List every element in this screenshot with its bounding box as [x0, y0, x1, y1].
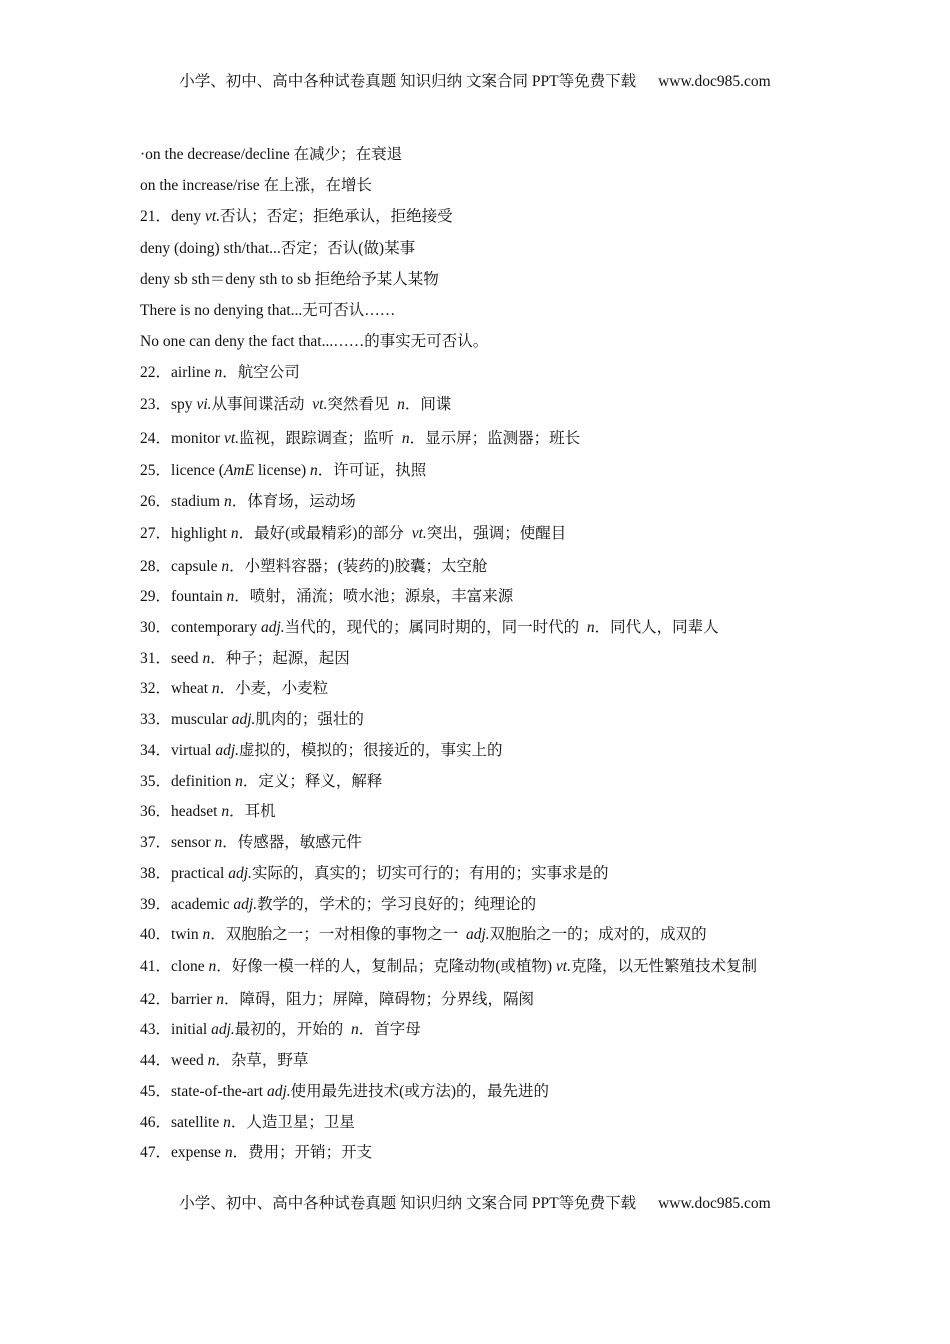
- entry-text: barrier: [171, 991, 217, 1008]
- vocab-line: [140, 1020, 421, 1040]
- entry-text: 最初的，开始的: [234, 1021, 352, 1038]
- entry-text: ．间谍: [404, 396, 452, 413]
- vocab-line: [140, 833, 362, 853]
- entry-text: headset: [171, 803, 222, 820]
- part-of-speech: n: [226, 588, 235, 605]
- footer-text: 小学、初中、高中各种试卷真题 知识归纳 文案合同 PPT等免费下载: [179, 1195, 637, 1212]
- entry-text: ．首字母: [358, 1021, 421, 1038]
- part-of-speech: adj.: [465, 926, 490, 943]
- entry-number: 38．: [140, 865, 172, 882]
- entry-number: 37．: [140, 834, 172, 851]
- part-of-speech: n: [221, 558, 230, 575]
- entry-text: muscular: [171, 711, 232, 728]
- part-of-speech: n: [207, 1052, 216, 1069]
- entry-text: 使用最先进技术(或方法)的，最先进的: [290, 1083, 549, 1100]
- entry-text: airline: [171, 364, 215, 381]
- entry-number: 41．: [140, 958, 172, 975]
- vocab-line: [140, 1113, 355, 1133]
- vocab-line: [140, 145, 402, 165]
- vocab-line: [140, 990, 534, 1010]
- entry-text: 肌肉的；强壮的: [255, 711, 364, 728]
- entry-text: capsule: [171, 558, 222, 575]
- part-of-speech: vt.: [312, 396, 328, 413]
- entry-text: ．小塑料容器；(装药的)胶囊；太空舱: [229, 558, 488, 575]
- part-of-speech: adj.: [260, 619, 285, 636]
- page-footer: [0, 1191, 950, 1213]
- vocab-line: [140, 741, 503, 761]
- entry-text: ．障碍，阻力；屏障，障碍物；分界线，隔阂: [223, 991, 534, 1008]
- part-of-speech: vi.: [196, 396, 212, 413]
- entry-text: ．杂草，野草: [215, 1052, 309, 1069]
- entry-text: definition: [171, 773, 236, 790]
- entry-text: ．小麦，小麦粒: [219, 680, 329, 697]
- entry-text: fountain: [171, 588, 227, 605]
- entry-text: ．喷射，涌流；喷水池；源泉，丰富来源: [234, 588, 514, 605]
- entry-number: 25．: [140, 462, 172, 479]
- entry-number: 29．: [140, 588, 172, 605]
- entry-number: 47．: [140, 1144, 172, 1161]
- vocab-line: [140, 710, 364, 730]
- entry-text: 否认；否定；拒绝承认，拒绝接受: [220, 208, 453, 225]
- part-of-speech: n: [310, 462, 318, 479]
- entry-text: licence (: [171, 462, 224, 479]
- entry-text: deny: [171, 208, 206, 225]
- part-of-speech: n: [397, 396, 405, 413]
- entry-number: 43．: [140, 1021, 172, 1038]
- entry-number: 39．: [140, 896, 172, 913]
- entry-text: ．体育场，运动场: [231, 493, 356, 510]
- vocab-line: [140, 957, 757, 977]
- part-of-speech: adj.: [266, 1083, 291, 1100]
- entry-text: ．双胞胎之一；一对相像的事物之一: [210, 926, 466, 943]
- entry-text: ·on the decrease/decline 在减少；在衰退: [140, 146, 403, 163]
- part-of-speech: n: [223, 493, 232, 510]
- entry-text: No one can deny the fact that...……的事实无可否认。: [140, 333, 489, 350]
- entry-text: clone: [171, 958, 209, 975]
- part-of-speech: n: [235, 773, 243, 790]
- vocab-line: [140, 176, 372, 196]
- vocab-line: [140, 270, 439, 290]
- vocab-line: [140, 557, 487, 577]
- entry-text: 实际的，真实的；切实可行的；有用的；实事求是的: [251, 865, 609, 882]
- part-of-speech: adj.: [228, 865, 252, 882]
- entry-number: 42．: [140, 991, 172, 1008]
- page-header: [0, 69, 950, 91]
- entry-number: 44．: [140, 1052, 172, 1069]
- entry-text: academic: [171, 896, 234, 913]
- entry-number: 33．: [140, 711, 172, 728]
- part-of-speech: vt.: [555, 958, 571, 975]
- part-of-speech: n: [223, 1114, 231, 1131]
- entry-text: ．好像一模一样的人，复制品；克隆动物(或植物): [216, 958, 556, 975]
- header-site: www.doc985.com: [658, 73, 771, 90]
- part-of-speech: n: [230, 525, 239, 542]
- vocab-line: [140, 332, 488, 352]
- entry-text: spy: [171, 396, 197, 413]
- vocab-line: [140, 679, 328, 699]
- vocab-line: [140, 864, 608, 884]
- entry-text: twin: [171, 926, 203, 943]
- entry-text: highlight: [171, 525, 231, 542]
- entry-text: 监视，跟踪调查；监听: [239, 430, 402, 447]
- part-of-speech: n: [216, 991, 224, 1008]
- vocab-line: [140, 587, 513, 607]
- entry-number: 30．: [140, 619, 172, 636]
- vocab-line: [140, 649, 350, 669]
- entry-text: ．人造卫星；卫星: [230, 1114, 355, 1131]
- entry-text: 双胞胎之一的；成对的，成双的: [489, 926, 707, 943]
- entry-text: deny (doing) sth/that...否定；否认(做)某事: [140, 240, 416, 257]
- entry-text: practical: [171, 865, 229, 882]
- vocab-line: [140, 618, 719, 638]
- vocab-line: [140, 1051, 308, 1071]
- part-of-speech: n: [208, 958, 217, 975]
- part-of-speech: n: [214, 364, 223, 381]
- entry-number: 26．: [140, 493, 172, 510]
- entry-number: 21．: [140, 208, 172, 225]
- part-of-speech: n: [202, 650, 211, 667]
- vocab-line: [140, 207, 453, 227]
- part-of-speech: n: [214, 834, 223, 851]
- vocab-line: [140, 301, 395, 321]
- entry-text: sensor: [171, 834, 215, 851]
- entry-text: initial: [171, 1021, 212, 1038]
- entry-text: expense: [171, 1144, 225, 1161]
- part-of-speech: n: [202, 926, 211, 943]
- part-of-speech: vt.: [411, 525, 427, 542]
- vocab-line: [140, 524, 566, 544]
- part-of-speech: n: [211, 680, 220, 697]
- entry-number: 45．: [140, 1083, 172, 1100]
- entry-text: 教学的，学术的；学习良好的；纯理论的: [257, 896, 537, 913]
- entry-text: ．显示屏；监测器；班长: [409, 430, 581, 447]
- entry-text: ．定义；释义，解释: [242, 773, 383, 790]
- header-text: 小学、初中、高中各种试卷真题 知识归纳 文案合同 PPT等免费下载: [179, 73, 637, 90]
- entry-text: ．耳机: [229, 803, 276, 820]
- entry-number: 40．: [140, 926, 172, 943]
- entry-number: 35．: [140, 773, 172, 790]
- entry-text: satellite: [171, 1114, 224, 1131]
- vocab-line: [140, 429, 580, 449]
- entry-text: 从事间谍活动: [211, 396, 313, 413]
- part-of-speech: AmE: [223, 462, 255, 479]
- entry-number: 46．: [140, 1114, 172, 1131]
- part-of-speech: vt.: [223, 430, 240, 447]
- vocab-line: [140, 802, 276, 822]
- entry-number: 24．: [140, 430, 172, 447]
- entry-text: weed: [171, 1052, 208, 1069]
- entry-number: 22．: [140, 364, 172, 381]
- entry-number: 32．: [140, 680, 172, 697]
- part-of-speech: n: [351, 1021, 359, 1038]
- entry-text: ．许可证，执照: [317, 462, 427, 479]
- entry-text: virtual: [171, 742, 216, 759]
- entry-text: state-of-the-art: [171, 1083, 267, 1100]
- footer-site: www.doc985.com: [658, 1195, 771, 1212]
- vocab-line: [140, 239, 415, 259]
- entry-text: 虚拟的，模拟的；很接近的，事实上的: [239, 742, 503, 759]
- entry-text: deny sb sth＝deny sth to sb 拒绝给予某人某物: [140, 271, 439, 288]
- vocab-line: [140, 492, 356, 512]
- vocab-line: [140, 895, 536, 915]
- vocab-line: [140, 395, 451, 415]
- part-of-speech: adj.: [231, 711, 256, 728]
- vocab-line: [140, 925, 707, 945]
- vocab-line: [140, 363, 300, 383]
- entry-text: 克隆，以无性繁殖技术复制: [570, 958, 757, 975]
- entry-text: ．种子；起源，起因: [210, 650, 350, 667]
- part-of-speech: adj.: [233, 896, 258, 913]
- part-of-speech: n: [224, 1144, 233, 1161]
- entry-text: ．航空公司: [222, 364, 300, 381]
- entry-text: stadium: [171, 493, 224, 510]
- vocab-line: [140, 1082, 549, 1102]
- part-of-speech: adj.: [211, 1021, 235, 1038]
- entry-text: contemporary: [171, 619, 261, 636]
- entry-text: ．费用；开销；开支: [232, 1144, 373, 1161]
- entry-number: 31．: [140, 650, 172, 667]
- part-of-speech: vt.: [205, 208, 221, 225]
- entry-number: 34．: [140, 742, 172, 759]
- entry-text: license): [254, 462, 311, 479]
- entry-text: seed: [171, 650, 203, 667]
- part-of-speech: n: [586, 619, 595, 636]
- entry-number: 36．: [140, 803, 172, 820]
- vocab-line: [140, 1143, 372, 1163]
- part-of-speech: adj.: [215, 742, 240, 759]
- entry-text: ．最好(或最精彩)的部分: [238, 525, 412, 542]
- part-of-speech: n: [221, 803, 230, 820]
- entry-number: 28．: [140, 558, 172, 575]
- entry-number: 23．: [140, 396, 172, 413]
- entry-text: 突出，强调；使醒目: [426, 525, 567, 542]
- entry-text: ．同代人，同辈人: [594, 619, 719, 636]
- entry-number: 27．: [140, 525, 172, 542]
- entry-text: 当代的，现代的；属同时期的，同一时代的: [284, 619, 587, 636]
- part-of-speech: n: [401, 430, 410, 447]
- vocab-line: [140, 461, 426, 481]
- entry-text: ．传感器，敏感元件: [222, 834, 362, 851]
- entry-text: monitor: [171, 430, 224, 447]
- entry-text: on the increase/rise 在上涨，在增长: [140, 177, 373, 194]
- vocab-line: [140, 772, 382, 792]
- entry-text: There is no denying that...无可否认……: [140, 302, 396, 319]
- entry-text: wheat: [171, 680, 212, 697]
- entry-text: 突然看见: [327, 396, 398, 413]
